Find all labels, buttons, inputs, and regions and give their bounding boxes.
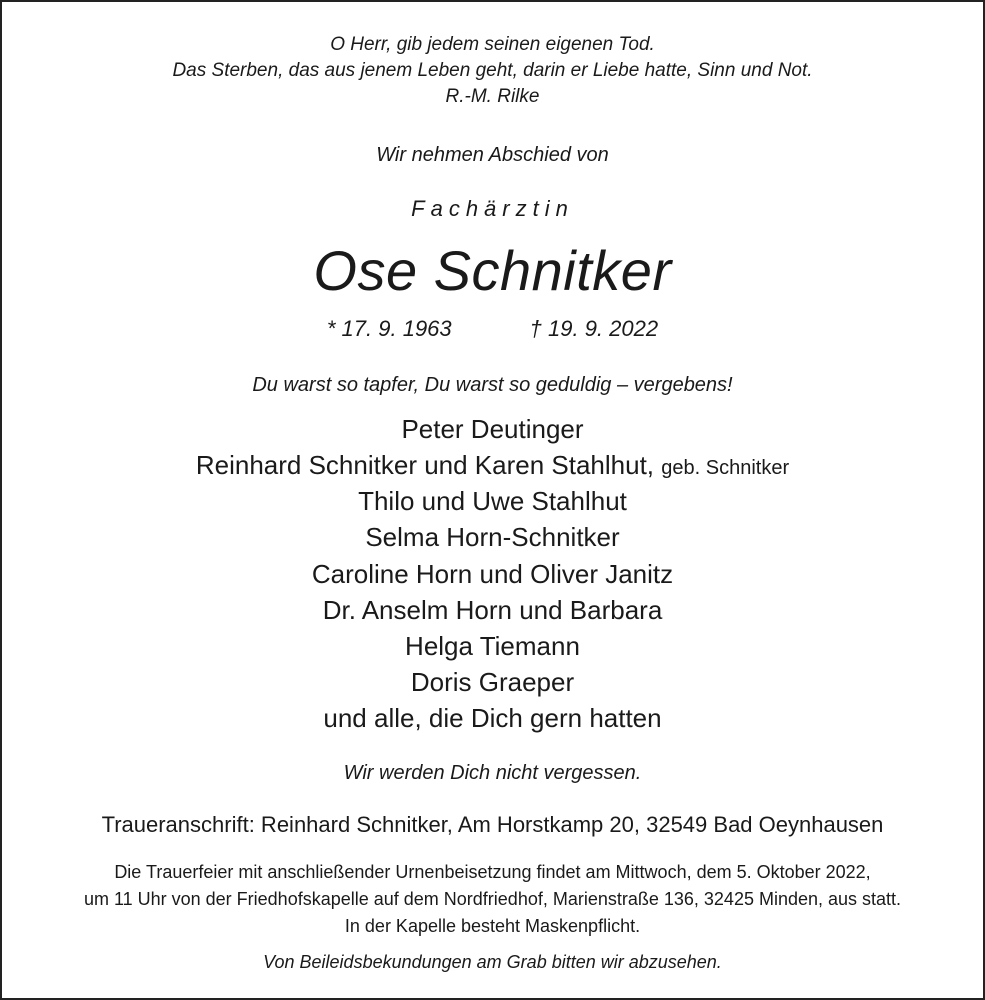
mourner-line (2, 595, 983, 626)
tagline: Du warst so tapfer, Du warst so geduldig – vergebens! (252, 374, 733, 396)
ceremony-line-2: um 11 Uhr von der Friedhofskapelle auf dem Nordfriedhof, Marienstraße 136, 32425 Minden, aus statt. (83, 889, 902, 909)
mourner-name: Caroline Horn und Oliver Janitz (311, 559, 674, 589)
birth-date: * 17. 9. 1963 (326, 316, 452, 341)
mourner-line (2, 414, 983, 445)
mourner-name: Selma Horn-Schnitker (365, 522, 620, 552)
mourner-line (2, 486, 983, 517)
mourner-line (2, 450, 983, 481)
mourner-name: Doris Graeper (410, 667, 575, 697)
mourner-name: Peter Deutinger (401, 414, 584, 444)
intro-text: Wir nehmen Abschied von (376, 144, 609, 166)
mourner-line (2, 667, 983, 698)
mourner-line (2, 631, 983, 662)
poem-author: R.-M. Rilke (445, 86, 540, 107)
ceremony-line-3: In der Kapelle besteht Maskenpflicht. (344, 916, 641, 936)
mourner-name: Thilo und Uwe Stahlhut (358, 486, 627, 516)
mourner-name: und alle, die Dich gern hatten (323, 703, 662, 733)
mourner-name: Dr. Anselm Horn und Barbara (322, 595, 663, 625)
condolence-note: Von Beileidsbekundungen am Grab bitten wir abzusehen. (263, 952, 722, 972)
deceased-title: Fachärztin (411, 196, 574, 221)
ceremony-line-1: Die Trauerfeier mit anschließender Urnenbeisetzung findet am Mittwoch, dem 5. Oktober 2022, (114, 862, 871, 882)
mourning-address: Traueranschrift: Reinhard Schnitker, Am Horstkamp 20, 32549 Bad Oeynhausen (101, 812, 884, 837)
death-date: † 19. 9. 2022 (529, 316, 659, 341)
deceased-name: Ose Schnitker (313, 239, 672, 302)
farewell-text: Wir werden Dich nicht vergessen. (343, 762, 642, 784)
mourner-line (2, 522, 983, 553)
poem-line-2: Das Sterben, das aus jenem Leben geht, darin er Liebe hatte, Sinn und Not. (172, 60, 813, 81)
mourner-name: Helga Tiemann (405, 631, 580, 661)
poem-line-1: O Herr, gib jedem seinen eigenen Tod. (330, 34, 655, 55)
mourner-line (2, 703, 983, 734)
mourner-line (2, 559, 983, 590)
mourner-suffix: geb. Schnitker (661, 457, 790, 479)
mourner-name: Reinhard Schnitker und Karen Stahlhut, (195, 450, 655, 480)
life-dates (2, 316, 983, 342)
